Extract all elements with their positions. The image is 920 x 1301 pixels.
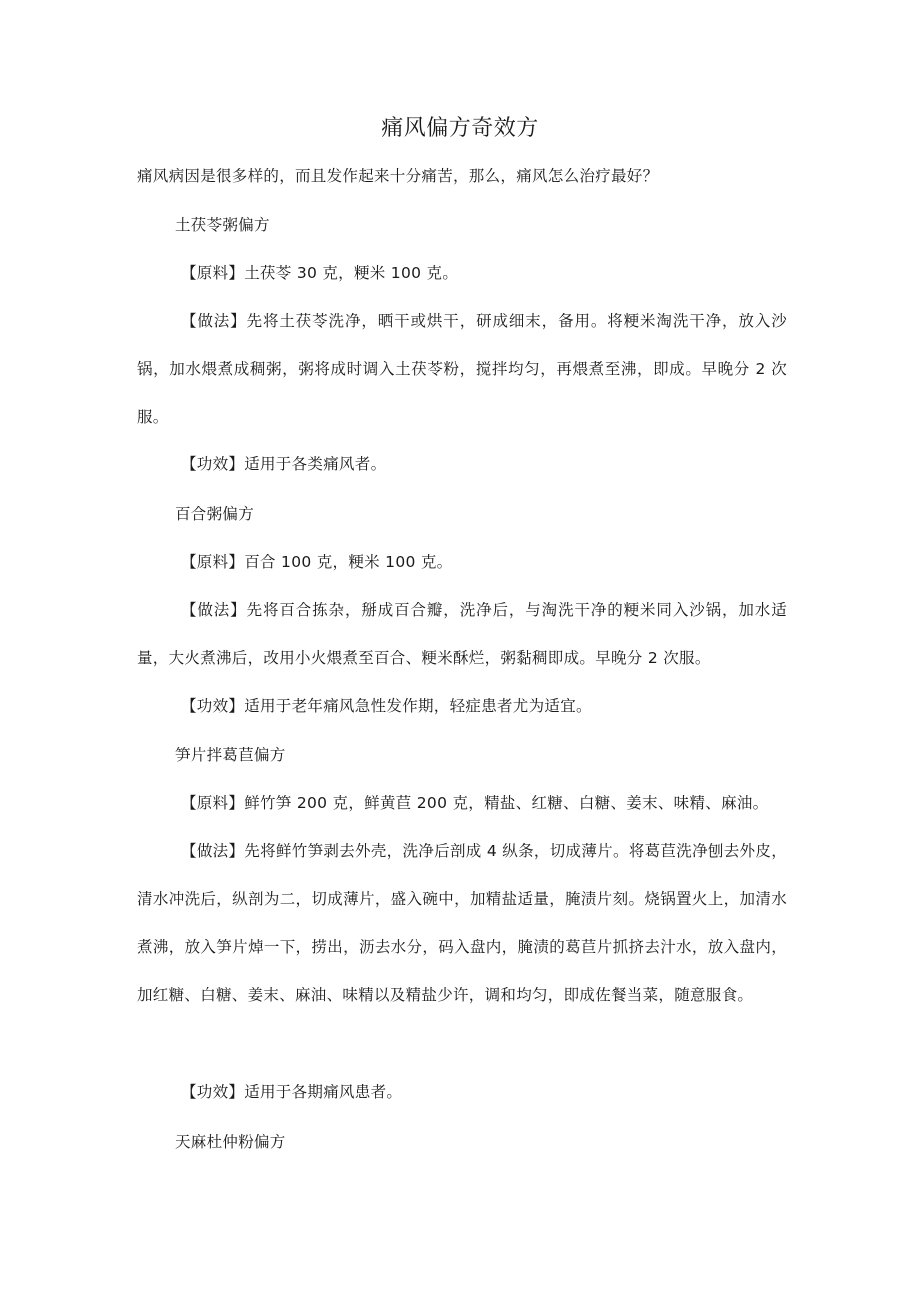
recipe-1-ingredients: 【原料】土茯苓 30 克，粳米 100 克。: [181, 264, 459, 282]
recipe-1-method: 【做法】先将土茯苓洗净，晒干或烘干，研成细末，备用。将粳米淘洗干净，放入沙锅，加水煨煮成稠粥，粥将成时调入土茯苓粉，搅拌均匀，再煨煮至沸，即成。早晚分 2 次服。: [137, 312, 787, 426]
recipe-1-heading: 土茯苓粥偏方: [175, 216, 270, 234]
recipe-2-heading: 百合粥偏方: [175, 505, 255, 523]
recipe-3-heading: 笋片拌葛苣偏方: [175, 746, 286, 764]
recipe-3-effect: 【功效】适用于各期痛风患者。: [181, 1083, 403, 1101]
page-title: 痛风偏方奇效方: [381, 116, 539, 141]
recipe-3-ingredients: 【原料】鲜竹笋 200 克，鲜黄苣 200 克，精盐、红糖、白糖、姜末、味精、麻油。: [181, 794, 769, 812]
intro-paragraph: 痛风病因是很多样的，而且发作起来十分痛苦，那么，痛风怎么治疗最好？: [137, 167, 659, 185]
recipe-2-ingredients: 【原料】百合 100 克，粳米 100 克。: [181, 553, 453, 571]
recipe-2-effect: 【功效】适用于老年痛风急性发作期，轻症患者尤为适宜。: [181, 697, 592, 715]
recipe-1-effect: 【功效】适用于各类痛风者。: [181, 455, 387, 473]
recipe-3-method: 【做法】先将鲜竹笋剥去外壳，洗净后剖成 4 纵条，切成薄片。将葛苣洗净刨去外皮，清水冲洗后，纵剖为二，切成薄片，盛入碗中，加精盐适量，腌渍片刻。烧锅置火上，加清水煮沸，放入笋片焯一下，捞出，沥去水分，码入盘内，腌渍的葛苣片抓挤去汁水，放入盘内，加红糖、白糖、姜末、麻油、味精以及精盐少许，调和均匀，即成佐餐当菜，随意服食。: [137, 842, 787, 1004]
recipe-4-heading: 天麻杜仲粉偏方: [175, 1133, 286, 1151]
recipe-2-method: 【做法】先将百合拣杂，掰成百合瓣，洗净后，与淘洗干净的粳米同入沙锅，加水适量，大火煮沸后，改用小火煨煮至百合、粳米酥烂，粥黏稠即成。早晚分 2 次服。: [137, 601, 787, 667]
